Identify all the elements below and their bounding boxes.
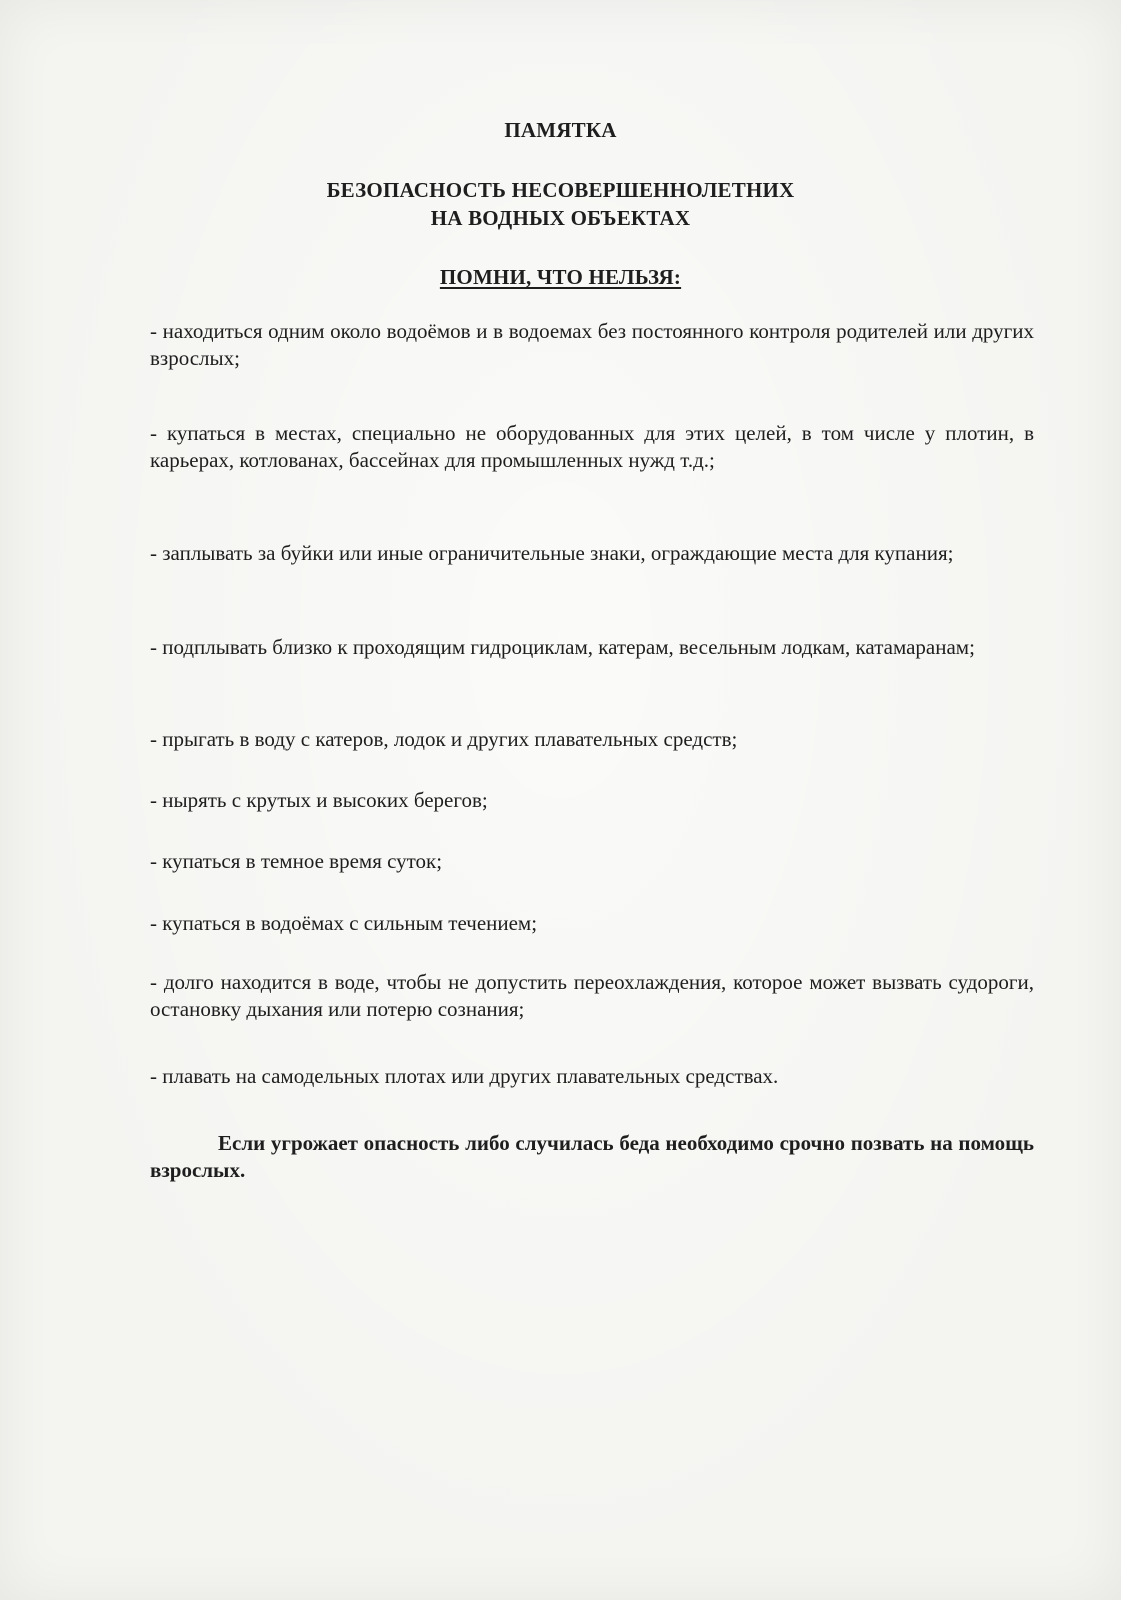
rule-item-3: - заплывать за буйки или иные ограничительные знаки, ограждающие места для купания; bbox=[150, 541, 954, 565]
rule-item-8: - купаться в водоёмах с сильным течением; bbox=[150, 911, 538, 935]
warning-heading: ПОМНИ, ЧТО НЕЛЬЗЯ: bbox=[439, 265, 682, 289]
rule-item-10: - плавать на самодельных плотах или других плавательных средствах. bbox=[150, 1064, 779, 1088]
rule-item-6: - нырять с крутых и высоких берегов; bbox=[150, 788, 488, 812]
document-subtitle-line2: НА ВОДНЫХ ОБЪЕКТАХ bbox=[430, 206, 691, 230]
document-subtitle-line1: БЕЗОПАСНОСТЬ НЕСОВЕРШЕННОЛЕТНИХ bbox=[326, 178, 795, 202]
closing-notice: Если угрожает опасность либо случилась беда необходимо срочно позвать на помощь взрослых. bbox=[150, 1131, 1034, 1182]
rule-item-4: - подплывать близко к проходящим гидроциклам, катерам, весельным лодкам, катамаранам; bbox=[150, 635, 975, 659]
rule-item-5: - прыгать в воду с катеров, лодок и других плавательных средств; bbox=[150, 727, 738, 751]
rule-item-9: - долго находится в воде, чтобы не допустить переохлаждения, которое может вызвать судороги, остановку дыхания или потерю сознания; bbox=[150, 970, 1034, 1021]
rule-item-1: - находиться одним около водоёмов и в водоемах без постоянного контроля родителей или других взрослых; bbox=[150, 319, 1034, 370]
rule-item-2: - купаться в местах, специально не оборудованных для этих целей, в том числе у плотин, в карьерах, котлованах, бассейнах для промышленных нужд т.д.; bbox=[150, 421, 1034, 472]
rule-item-7: - купаться в темное время суток; bbox=[150, 849, 443, 873]
document-title: ПАМЯТКА bbox=[504, 118, 617, 142]
